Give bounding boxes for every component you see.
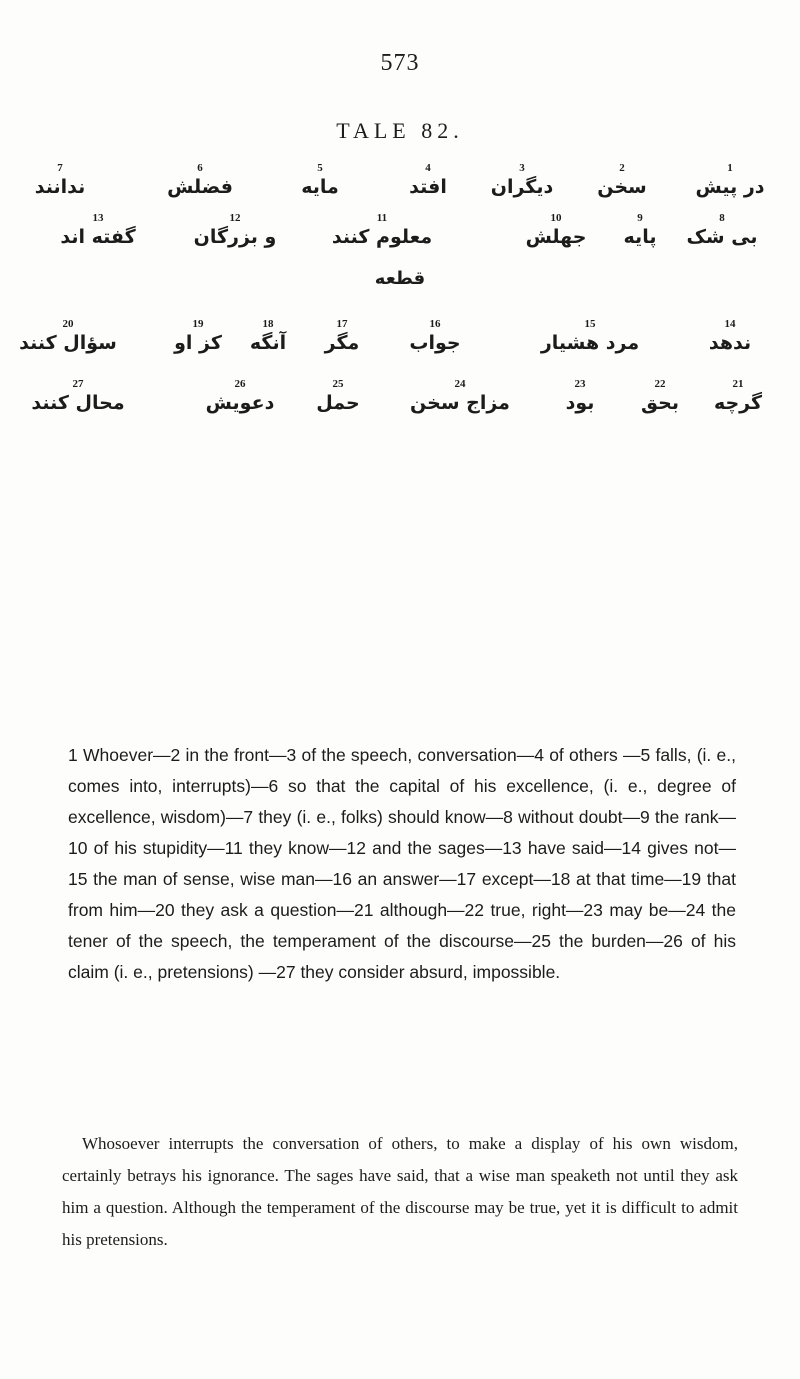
word-arabic: جواب: [409, 332, 461, 354]
word-arabic: دعویش: [205, 392, 275, 414]
word-16: [409, 318, 460, 356]
word-number: 6: [197, 162, 203, 174]
word-number: 21: [732, 378, 744, 390]
word-7: [35, 162, 86, 200]
word-number: 16: [429, 318, 441, 330]
word-23: [566, 378, 595, 416]
word-number: 19: [192, 318, 204, 330]
word-number: 25: [332, 378, 344, 390]
word-arabic: جهلش: [525, 226, 587, 248]
word-26: [206, 378, 275, 416]
word-arabic: دیگران: [490, 176, 554, 198]
word-arabic: ندهد: [708, 332, 752, 354]
word-arabic: گفته اند: [60, 226, 136, 248]
word-arabic: بی شک: [686, 226, 758, 248]
word-number: 9: [637, 212, 643, 224]
word-8: [686, 212, 757, 250]
word-arabic: پایه: [623, 226, 657, 248]
word-arabic: در پیش: [695, 176, 765, 198]
verse-section-heading: قطعه: [374, 268, 426, 289]
word-4: [409, 162, 447, 200]
word-27: [31, 378, 124, 416]
word-2: [597, 162, 646, 200]
word-25: [316, 378, 359, 416]
word-arabic: کز او: [174, 332, 222, 354]
word-22: [641, 378, 679, 416]
word-number: 7: [57, 162, 63, 174]
word-18: [250, 318, 286, 356]
word-arabic: محال کنند: [31, 392, 125, 414]
word-20: [19, 318, 117, 356]
arabic-row-2: [30, 212, 770, 256]
word-gloss-paragraph: 1 Whoever—2 in the front—3 of the speech, conversation—4 of others —5 falls, (i. e., comes into, interrupts)—6 so that the capital of his excellence, (i. e., degree of excellence, wisdom)—7 they (i. e., folks) should know—8 without doubt—9 the rank—10 of his stupidity—11 they know—12 and the sages—13 have said—14 gives not—15 the man of sense, wise man—16 an answer—17 except—18 at that time—19 that from him—20 they ask a question—21 although—22 true, right—23 may be—24 the tener of the speech, the temperament of the discourse—25 the burden—26 of his claim (i. e., pretensions) —27 they consider absurd, impossible.: [68, 745, 736, 982]
word-arabic: بود: [565, 392, 595, 414]
arabic-row-1: [30, 162, 770, 206]
word-9: [624, 212, 657, 250]
word-11: [332, 212, 432, 250]
word-17: [325, 318, 360, 356]
word-15: [541, 318, 639, 356]
word-number: 1: [727, 162, 733, 174]
word-arabic: مگر: [324, 332, 360, 354]
word-number: 5: [317, 162, 323, 174]
word-number: 12: [229, 212, 241, 224]
word-21: [714, 378, 762, 416]
arabic-row-3: [19, 318, 770, 362]
word-number: 18: [262, 318, 274, 330]
word-arabic: سخن: [597, 176, 647, 198]
word-number: 4: [425, 162, 431, 174]
word-arabic: بحق: [641, 392, 679, 414]
word-13: [60, 212, 135, 250]
word-arabic: سؤال کنند: [19, 332, 117, 354]
word-number: 13: [92, 212, 104, 224]
word-number: 24: [454, 378, 466, 390]
word-5: [301, 162, 339, 200]
word-arabic: مرد هشیار: [540, 332, 640, 354]
word-number: 20: [62, 318, 74, 330]
page-title: TALE 82.: [336, 118, 464, 143]
word-arabic: فضلش: [167, 176, 233, 198]
word-19: [174, 318, 222, 356]
arabic-row-4: [30, 378, 770, 422]
word-3: [491, 162, 553, 200]
word-1: [695, 162, 764, 200]
word-number: 23: [574, 378, 586, 390]
word-number: 22: [654, 378, 666, 390]
translation-paragraph: Whosoever interrupts the conversation of others, to make a display of his own wisdom, certainly betrays his ignorance. The sages have said, that a wise man speaketh not until they ask him a question. Although the temperament of the discourse may be true, yet it is difficult to admit his pretensions.: [62, 1134, 738, 1249]
word-number: 14: [724, 318, 736, 330]
word-number: 17: [336, 318, 348, 330]
word-number: 26: [234, 378, 246, 390]
word-arabic: معلوم کنند: [331, 226, 433, 248]
translation-section: [62, 1128, 738, 1256]
word-number: 11: [376, 212, 388, 224]
word-number: 3: [519, 162, 525, 174]
word-arabic: مزاج سخن: [410, 392, 510, 414]
word-6: [167, 162, 233, 200]
word-10: [526, 212, 587, 250]
word-arabic: آنگه: [249, 332, 287, 354]
word-arabic: افتد: [409, 176, 447, 198]
word-arabic: حمل: [316, 392, 360, 414]
word-14: [709, 318, 751, 356]
page-number: 573: [380, 50, 420, 76]
word-number: 27: [72, 378, 84, 390]
word-number: 15: [584, 318, 596, 330]
word-number: 8: [719, 212, 725, 224]
word-arabic: و بزرگان: [193, 226, 277, 248]
word-arabic: مایه: [301, 176, 339, 198]
word-arabic: گرچه: [713, 392, 763, 414]
word-number: 2: [619, 162, 625, 174]
word-12: [194, 212, 277, 250]
word-number: 10: [550, 212, 562, 224]
word-24: [410, 378, 510, 416]
word-arabic: ندانند: [34, 176, 86, 198]
